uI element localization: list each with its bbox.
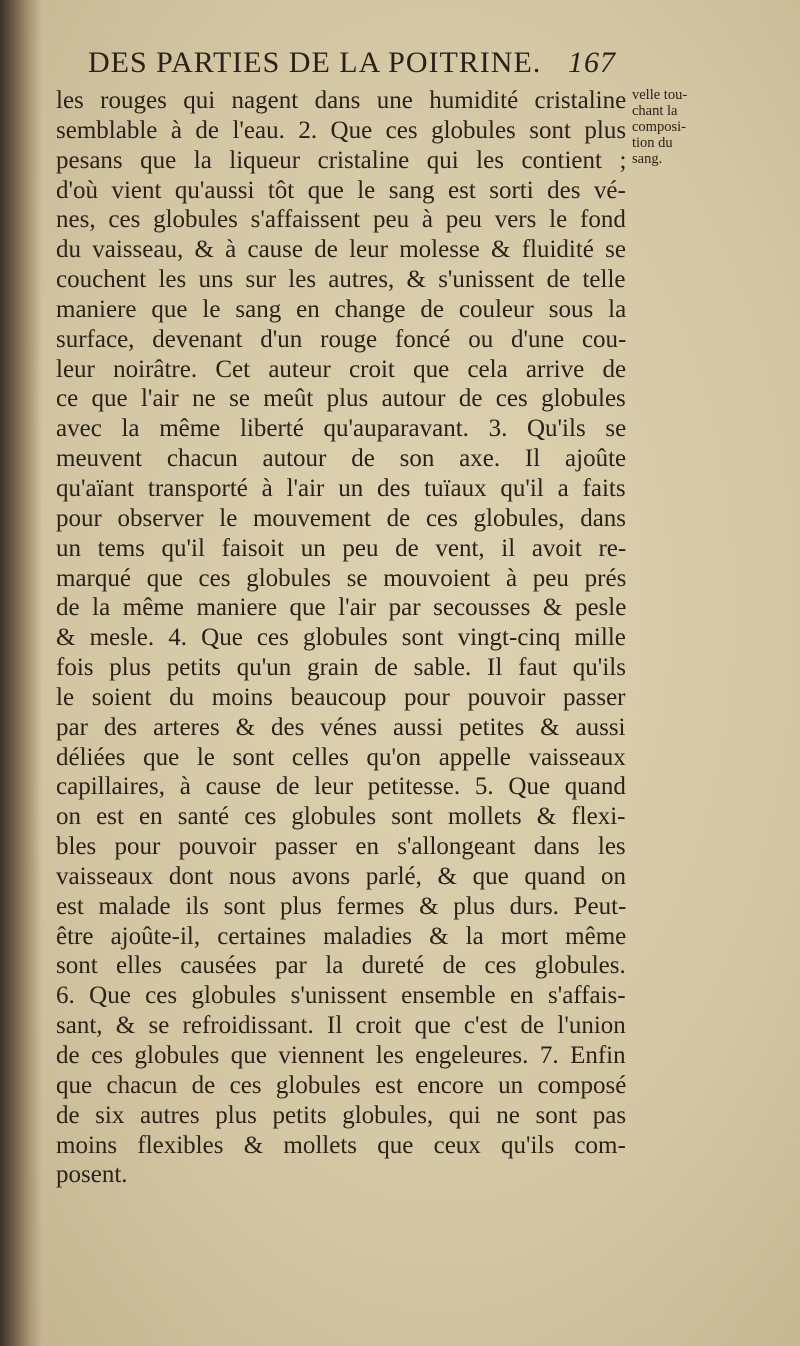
text-line: on est en santé ces globules sont mollets & flexi-: [56, 803, 626, 831]
text-line: de six autres plus petits globules, qui ne sont pas: [56, 1101, 626, 1129]
text-line: fois plus petits qu'un grain de sable. Il faut qu'ils: [56, 654, 626, 682]
text-line: d'où vient qu'aussi tôt que le sang est sorti des vé-: [56, 176, 626, 204]
text-line: leur noirâtre. Cet auteur croit que cela arrive de: [56, 355, 626, 383]
text-line: meuvent chacun autour de son axe. Il ajoûte: [56, 445, 626, 473]
text-line: & mesle. 4. Que ces globules sont vingt-cinq mille: [56, 624, 626, 652]
header-title: DES PARTIES DE LA POITRINE.: [88, 46, 542, 79]
text-line: moins flexibles & mollets que ceux qu'ils com-: [56, 1131, 626, 1159]
margin-note-line: tion du: [632, 135, 673, 151]
text-line: un tems qu'il faisoit un peu de vent, il avoit re-: [56, 534, 626, 562]
margin-note-line: chant la: [632, 103, 678, 119]
text-line: du vaisseau, & à cause de leur molesse & fluidité se: [56, 236, 626, 264]
margin-note-line: composi-: [632, 119, 686, 135]
text-line: les rouges qui nagent dans une humidité cristaline: [56, 87, 626, 114]
text-line: par des arteres & des vénes aussi petites & aussi: [56, 713, 626, 741]
text-line: le soient du moins beaucoup pour pouvoir passer: [56, 683, 626, 711]
text-line: de ces globules que viennent les engeleures. 7. Enfin: [56, 1042, 626, 1069]
text-line: déliées que le sont celles qu'on appelle vaisseaux: [56, 743, 626, 771]
body-text: [56, 86, 626, 1190]
text-line: est malade ils sont plus fermes & plus durs. Peut-: [56, 892, 626, 920]
text-line: nes, ces globules s'affaissent peu à peu vers le fond: [56, 206, 626, 234]
text-line: bles pour pouvoir passer en s'allongeant dans les: [56, 833, 626, 861]
page-number: 167: [568, 46, 616, 79]
text-line: semblable à de l'eau. 2. Que ces globules sont plus: [56, 116, 626, 144]
text-line: capillaires, à cause de leur petitesse. 5. Que quand: [56, 773, 626, 801]
running-header: [88, 46, 648, 86]
text-line: pesans que la liqueur cristaline qui les contient ;: [56, 146, 626, 174]
text-line: de la même maniere que l'air par secousses & pesle: [56, 594, 626, 622]
text-line: couchent les uns sur les autres, & s'unissent de telle: [56, 266, 626, 294]
text-line: sant, & se refroidissant. Il croit que c'est de l'union: [56, 1012, 626, 1040]
margin-note: [632, 87, 722, 167]
text-line: ce que l'air ne se meût plus autour de ces globules: [56, 385, 626, 413]
text-line: surface, devenant d'un rouge foncé ou d'une cou-: [56, 325, 626, 353]
text-line: sont elles causées par la dureté de ces globules.: [56, 952, 626, 980]
text-line: marqué que ces globules se mouvoient à peu prés: [56, 564, 626, 592]
book-gutter-shadow: [0, 0, 42, 1346]
text-line: avec la même liberté qu'auparavant. 3. Qu'ils se: [56, 415, 626, 443]
text-line: que chacun de ces globules est encore un composé: [56, 1071, 626, 1099]
margin-note-line: sang.: [632, 151, 663, 167]
text-line: posent.: [56, 1161, 128, 1189]
text-line: maniere que le sang en change de couleur sous la: [56, 295, 626, 323]
text-line: vaisseaux dont nous avons parlé, & que quand on: [56, 862, 626, 890]
text-line: être ajoûte-il, certaines maladies & la mort même: [56, 922, 626, 950]
text-line: 6. Que ces globules s'unissent ensemble en s'affais-: [56, 982, 626, 1010]
text-line: pour observer le mouvement de ces globules, dans: [56, 504, 626, 532]
margin-note-line: velle tou-: [632, 87, 688, 103]
text-line: qu'aïant transporté à l'air un des tuïaux qu'il a faits: [56, 474, 626, 502]
